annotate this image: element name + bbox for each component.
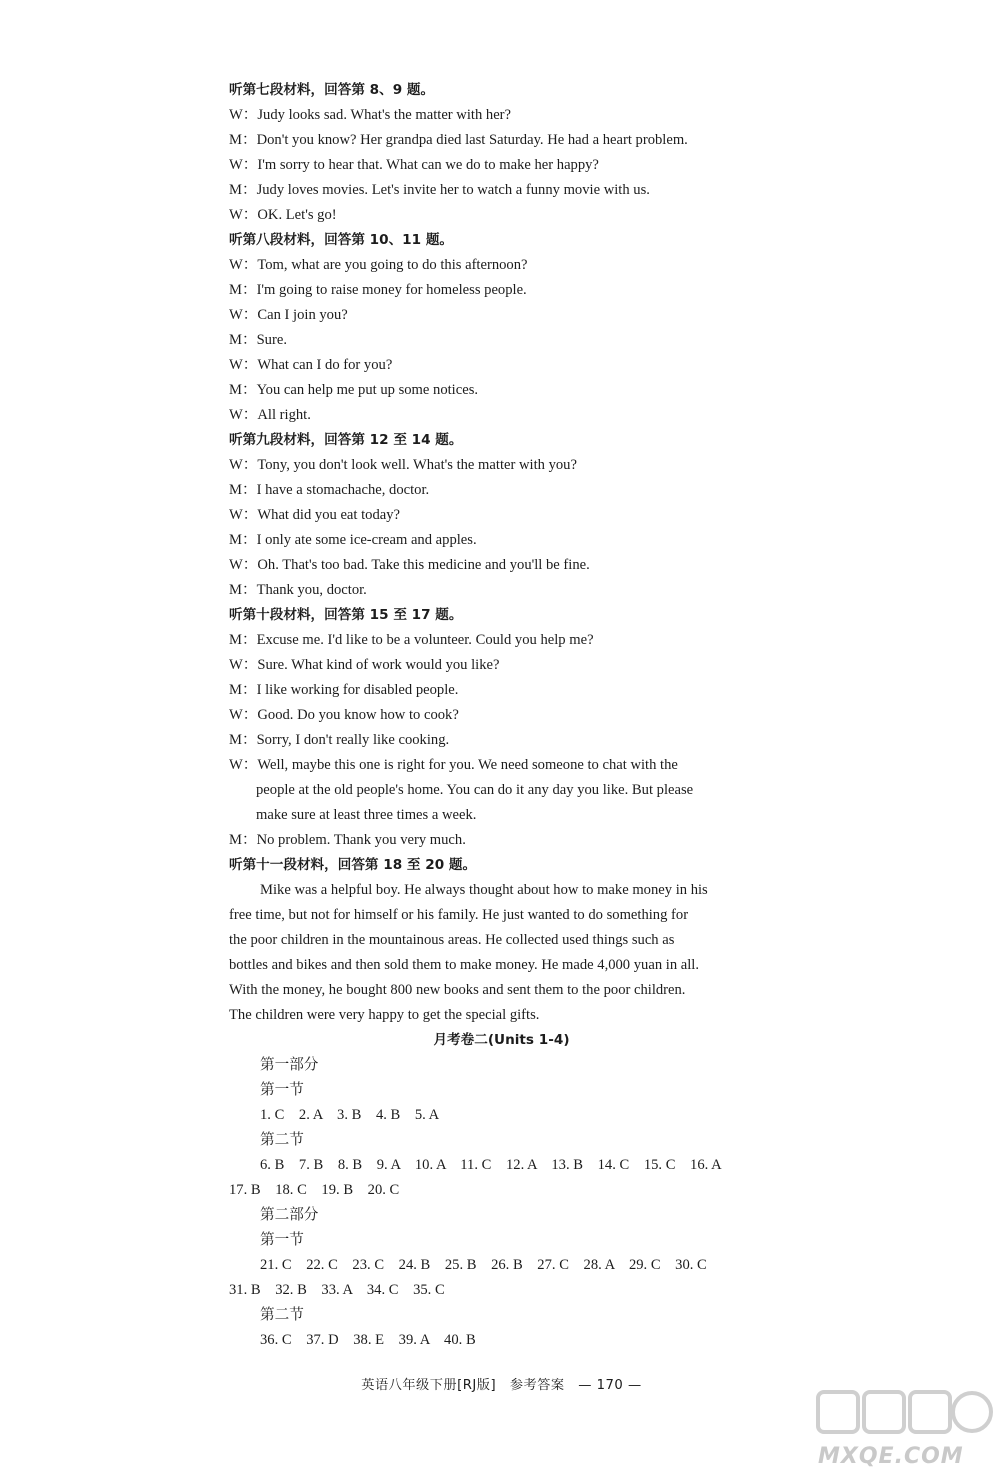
text-line: 第二节: [260, 1307, 304, 1323]
dialogue-line: W：Oh. That's too bad. Take this medicine and you'll be fine.: [229, 557, 590, 573]
text-line: 第一节: [260, 1082, 304, 1098]
dialogue-line: W：What can I do for you?: [229, 357, 393, 373]
dialogue-line: M：I like working for disabled people.: [229, 682, 459, 698]
text-line: 1. C 2. A 3. B 4. B 5. A: [260, 1107, 440, 1123]
text-line: the poor children in the mountainous areas. He collected used things such as: [229, 932, 675, 948]
text-line: 21. C 22. C 23. C 24. B 25. B 26. B 27. C 28. A 29. C 30. C: [260, 1257, 707, 1273]
dialogue-line: M：You can help me put up some notices.: [229, 382, 479, 398]
text-line: Mike was a helpful boy. He always thought about how to make money in his: [260, 882, 708, 898]
watermark-text: MXQE.COM: [818, 1444, 964, 1469]
dialogue-line: W：Well, maybe this one is right for you. We need someone to chat with the: [229, 757, 678, 773]
text-line: 36. C 37. D 38. E 39. A 40. B: [260, 1332, 476, 1348]
text-line: 6. B 7. B 8. B 9. A 10. A 11. C 12. A 13. B 14. C 15. C 16. A: [260, 1157, 722, 1173]
dialogue-line: W：Can I join you?: [229, 307, 348, 323]
dialogue-line: W：What did you eat today?: [229, 507, 401, 523]
text-line: 第二部分: [260, 1207, 319, 1223]
section-heading: 听第八段材料，回答第 10、11 题。: [229, 232, 454, 248]
text-line: 第一部分: [260, 1057, 319, 1073]
text-line: 31. B 32. B 33. A 34. C 35. C: [229, 1282, 445, 1298]
text-line: 第一节: [260, 1232, 304, 1248]
dialogue-line: W：Judy looks sad. What's the matter with her?: [229, 107, 512, 123]
dialogue-line: M：Sorry, I don't really like cooking.: [229, 732, 450, 748]
dialogue-line: W：Tom, what are you going to do this afternoon?: [229, 257, 528, 273]
text-line: bottles and bikes and then sold them to make money. He made 4,000 yuan in all.: [229, 957, 700, 973]
dialogue-line: W：Good. Do you know how to cook?: [229, 707, 459, 723]
text-line: The children were very happy to get the special gifts.: [229, 1007, 540, 1023]
dialogue-line: W：Sure. What kind of work would you like?: [229, 657, 500, 673]
dialogue-line: M：I have a stomachache, doctor.: [229, 482, 430, 498]
section-heading: 听第九段材料，回答第 12 至 14 题。: [229, 432, 463, 448]
text-line: people at the old people's home. You can do it any day you like. But please: [256, 782, 694, 798]
text-line: With the money, he bought 800 new books and sent them to the poor children.: [229, 982, 686, 998]
dialogue-line: W：Tony, you don't look well. What's the matter with you?: [229, 457, 577, 473]
dialogue-line: M：Sure.: [229, 332, 287, 348]
dialogue-line: M：Thank you, doctor.: [229, 582, 367, 598]
section-heading: 听第十段材料，回答第 15 至 17 题。: [229, 607, 463, 623]
dialogue-line: W：All right.: [229, 407, 311, 423]
dialogue-line: W：OK. Let's go!: [229, 207, 337, 223]
exam-title: 月考卷二(Units 1-4): [433, 1032, 570, 1048]
dialogue-line: M：Judy loves movies. Let's invite her to watch a funny movie with us.: [229, 182, 650, 198]
text-line: 17. B 18. C 19. B 20. C: [229, 1182, 400, 1198]
section-heading: 听第十一段材料，回答第 18 至 20 题。: [229, 857, 477, 873]
dialogue-line: W：I'm sorry to hear that. What can we do to make her happy?: [229, 157, 599, 173]
text-line: free time, but not for himself or his family. He just wanted to do something for: [229, 907, 689, 923]
section-heading: 听第七段材料，回答第 8、9 题。: [229, 82, 435, 98]
dialogue-line: M：Excuse me. I'd like to be a volunteer. Could you help me?: [229, 632, 594, 648]
dialogue-line: M：Don't you know? Her grandpa died last Saturday. He had a heart problem.: [229, 132, 688, 148]
text-line: make sure at least three times a week.: [256, 807, 477, 823]
dialogue-line: M：I'm going to raise money for homeless people.: [229, 282, 527, 298]
text-line: 第二节: [260, 1132, 304, 1148]
page-footer: 英语八年级下册[RJ版] 参考答案 — 170 —: [361, 1378, 642, 1393]
dialogue-line: M：No problem. Thank you very much.: [229, 832, 466, 848]
dialogue-line: M：I only ate some ice-cream and apples.: [229, 532, 477, 548]
